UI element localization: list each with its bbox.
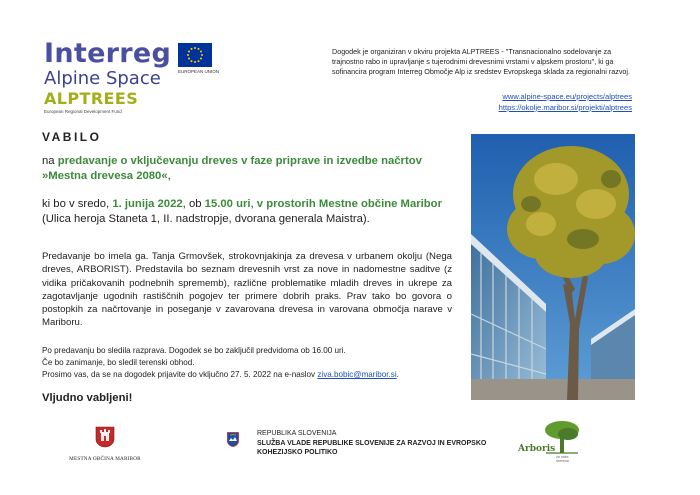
event-address: (Ulica heroja Staneta 1, II. nadstropje, dvorana generala Maistra). [42, 212, 370, 225]
registration-end: . [396, 370, 399, 379]
tree-photo [471, 134, 635, 400]
logo-alptrees-text: ALPTREES [44, 89, 139, 108]
maribor-project-link[interactable]: https://okolje.maribor.si/projekti/alptrees [498, 102, 632, 112]
maribor-caption: MESTNA OBČINA MARIBOR [69, 456, 141, 462]
event-place: v prostorih Mestne občine Maribor [256, 198, 442, 210]
eu-caption: EUROPEAN UNION [178, 69, 220, 74]
event-date: 1. junija 2022 [112, 198, 183, 210]
lead-prefix: na [42, 155, 58, 167]
gov-line-1: REPUBLIKA SLOVENIJA [257, 430, 337, 437]
lead-suffix: , [167, 169, 171, 182]
when-text: ki bo v sredo, [42, 198, 113, 210]
interreg-logo [44, 40, 194, 114]
invitation-title: VABILO [42, 130, 102, 144]
event-details [42, 197, 462, 226]
lecture-lead [42, 154, 452, 183]
when-text: , [250, 198, 257, 210]
event-time: 15.00 uri [204, 198, 251, 210]
arboris-tagline: za naše drevesa [556, 455, 569, 463]
note-field-trip: Če bo zanimanje, bo sledil terenski obhod. [42, 358, 195, 367]
arboris-tree-icon [516, 420, 582, 460]
maribor-crest-icon [95, 426, 115, 448]
slovenia-crest-icon [227, 432, 239, 447]
alpine-space-link[interactable]: www.alpine-space.eu/projects/alptrees [502, 92, 632, 101]
logo-fund-text: European Regional Development Fund [44, 109, 122, 114]
eu-flag-icon [178, 43, 212, 67]
closing-text: Vljudno vabljeni! [42, 392, 133, 404]
when-text: , ob [182, 198, 205, 210]
logo-alpine-space-text: Alpine Space [44, 68, 161, 89]
lecture-title: predavanje o vključevanju dreves v faze priprave in izvedbe načrtov »Mestna drevesa 2080« [42, 155, 422, 182]
event-notes [42, 345, 462, 381]
gov-line-2: SLUŽBA VLADE REPUBLIKE SLOVENIJE ZA RAZVOJ IN EVROPSKO KOHEZIJSKO POLITIKO [257, 440, 487, 456]
note-registration [42, 369, 462, 381]
registration-text: Prosimo vas, da se na dogodek prijavite do vključno 27. 5. 2022 na e-naslov [42, 370, 318, 379]
arboris-logo [516, 420, 582, 463]
project-intro-text: Dogodek je organiziran v okviru projekta ALPTREES - "Transnacionalno sodelovanje za trajnostno rabo in upravljanje s tujerodnimi drevesnimi vrstami v alpskem prostoru", ki ga sofinancira program Interreg Območje Alp iz sredstev Evropskega sklada za regionalni razvoj. [332, 47, 631, 77]
logo-interreg-text: Interreg [44, 38, 172, 69]
lecture-description: Predavanje bo imela ga. Tanja Grmovšek, strokovnjakinja za drevesa v urbanem okolju (Nega dreves, ARBORIST). Predstavila bo seznam drevesnih vrst za nove in nadomestne saditve (z vidika pričakovanih podnebnih sprememb), različne problematike mladih dreves in ukrepe za zagotavljanje ugodnih rastiščnih pogojev ter primere dobrih praks. Prav tako bo govora o postopkih za načrtovanje in poseganje v zavarovana drevesa in varovana območja narave v Mariboru. [42, 251, 452, 329]
project-links [472, 92, 632, 113]
arboris-name: Arboris [518, 444, 556, 454]
email-link[interactable]: ziva.bobic@maribor.si [317, 370, 397, 379]
note-discussion: Po predavanju bo sledila razprava. Dogodek se bo zaključil predvidoma ob 16.00 uri. [42, 346, 346, 355]
maribor-logo [60, 426, 150, 462]
